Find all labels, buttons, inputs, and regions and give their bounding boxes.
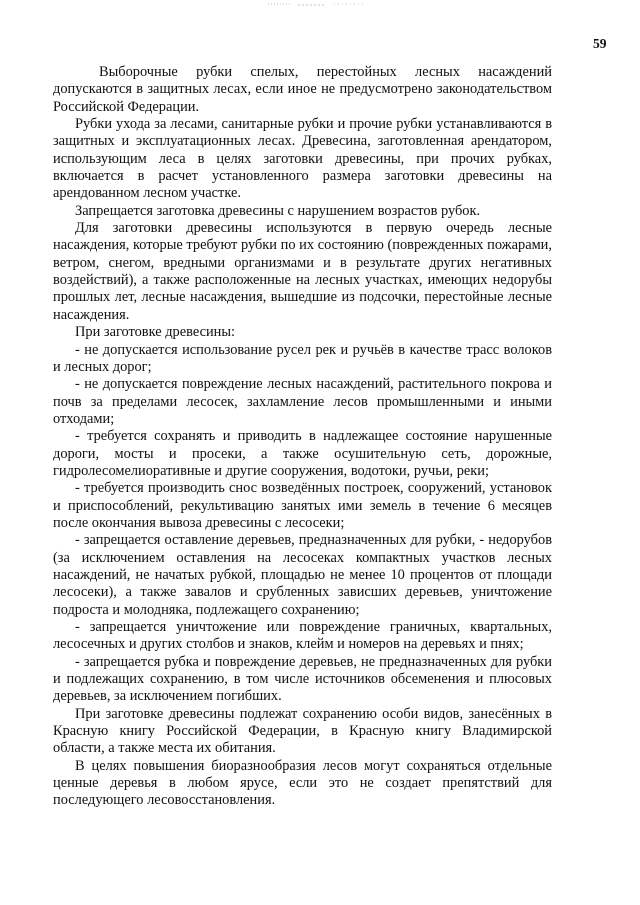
paragraph: Рубки ухода за лесами, санитарные рубки и прочие рубки устанавливаются в защитных и эксплуатационных лесах. Древесина, заготовленная арендатором, использующим леса в целях заготовки древесины, при прочих рубках, включается в расчет установленного размера заготовки древесины на арендованном лесном участке. [53, 116, 552, 202]
list-item: - не допускается повреждение лесных насаждений, растительного покрова и почв за пределами лесосек, захламление лесов промышленными и иными отходами; [53, 376, 552, 427]
list-item: - требуется сохранять и приводить в надлежащее состояние нарушенные дороги, мосты и просеки, а также осушительную сеть, дорожные, гидролесомелиоративные и другие сооружения, водотоки, ручьи, реки; [53, 428, 552, 479]
document-body [53, 64, 552, 810]
list-item: - запрещается рубка и повреждение деревьев, не предназначенных для рубки и подлежащих сохранению, в том числе источников обсеменения и плюсовых деревьев, за исключением погибших. [53, 653, 552, 705]
list-item: - запрещается уничтожение или повреждение граничных, квартальных, лесосечных и других столбов и знаков, клейм и номеров на деревьях и пнях; [53, 619, 552, 653]
paragraph: Выборочные рубки спелых, перестойных лесных насаждений допускаются в защитных лесах, если иное не предусмотрено законодательством Российской Федерации. [53, 64, 552, 115]
paragraph: При заготовке древесины подлежат сохранению особи видов, занесённых в Красную книгу Российской Федерации, в Красную книгу Владимирской области, а также места их обитания. [53, 705, 552, 757]
paragraph: При заготовке древесины: [75, 324, 236, 341]
paragraph: Для заготовки древесины используются в первую очередь лесные насаждения, которые требуют рубки по их состоянию (поврежденных пожарами, ветром, снегом, вредными организмами и в результате других негативных воздействий), а также расположенные на лесных участках, имеющих недорубы прошлых лет, лесные насаждения, вышедшие из подсочки, перестойные лесные насаждения. [53, 220, 552, 323]
paragraph: В целях повышения биоразнообразия лесов могут сохраняться отдельные ценные деревья в любом ярусе, если это не создает препятствий для последующего лесовосстановления. [53, 757, 552, 809]
list-item: - запрещается оставление деревьев, предназначенных для рубки, - недорубов (за исключением оставления на лесосеках компактных участков лесных насаждений, не начатых рубкой, площадью не менее 10 процентов от площади лесосеки), а также завалов и срубленных зависших деревьев, уничтожение подроста и молодняка, подлежащего сохранению; [53, 532, 552, 618]
page-number: 59 [593, 36, 607, 51]
list-item: - не допускается использование русел рек и ручьёв в качестве трасс волоков и лесных дорог; [53, 341, 552, 375]
scan-artifact-mark [268, 2, 364, 8]
paragraph: Запрещается заготовка древесины с нарушением возрастов рубок. [75, 202, 481, 219]
list-item: - требуется производить снос возведённых построек, сооружений, установок и приспособлений, рекультивацию занятых ими земель в течение 6 месяцев после окончания вывоза древесины с лесосеки; [53, 480, 552, 531]
